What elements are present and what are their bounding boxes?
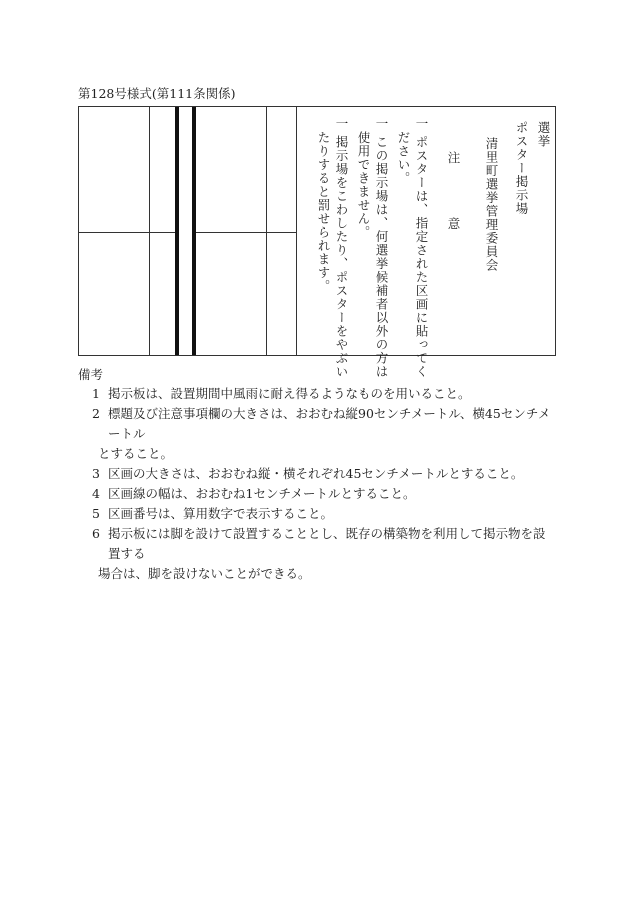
form-number: 第128号様式(第111条関係) <box>78 86 236 101</box>
notice-item-3-cont: たりすると罰せられます。 <box>316 131 331 293</box>
divider-line <box>79 232 175 233</box>
remark-text: 標題及び注意事項欄の大きさは、おおむね縦90センチメートル、横45センチメートル <box>108 406 551 441</box>
remark-number: 6 <box>92 526 100 541</box>
remark-item <box>86 524 556 584</box>
notice-area <box>297 107 557 379</box>
remark-text: 区画番号は、算用数字で表示すること。 <box>108 506 334 521</box>
remark-text: 区画線の幅は、おおむね1センチメートルとすること。 <box>108 486 416 501</box>
remark-item <box>86 384 556 404</box>
notice-item-1-cont: ださい。 <box>396 131 411 185</box>
remarks-title: 備考 <box>78 367 104 382</box>
remark-text: 区画の大きさは、おおむね縦・横それぞれ45センチメートルとすること。 <box>108 466 524 481</box>
notice-item-3: 一 掲示場をこわしたり、ポスターをやぶい <box>334 117 349 379</box>
remark-number: 3 <box>92 466 100 481</box>
remark-item <box>86 464 556 484</box>
divider-line <box>149 107 150 355</box>
notice-heading-2: 意 <box>446 217 461 231</box>
notice-item-2: 一 この掲示場は、何選挙候補者以外の方は <box>374 117 389 379</box>
thick-divider <box>175 107 179 355</box>
notice-title: ポスター掲示場 <box>514 121 529 216</box>
notice-item-1: 一 ポスターは、指定された区画に貼ってく <box>414 117 429 379</box>
notice-item-2-cont: 使用できません。 <box>356 131 371 239</box>
remark-item <box>86 504 556 524</box>
divider-line <box>196 232 296 233</box>
remarks-list <box>86 384 556 584</box>
notice-heading-1: 注 <box>446 151 461 165</box>
remark-item <box>86 484 556 504</box>
remark-text: 掲示板には脚を設けて設置することとし、既存の構築物を利用して掲示物を設置する <box>108 526 546 561</box>
remark-item <box>86 404 556 464</box>
issuer-name: 清里町選挙管理委員会 <box>484 137 499 272</box>
remark-number: 1 <box>92 386 100 401</box>
thick-divider <box>192 107 196 355</box>
remark-text: 掲示板は、設置期間中風雨に耐え得るようなものを用いること。 <box>108 386 471 401</box>
election-label: 選挙 <box>536 121 551 148</box>
remark-number: 4 <box>92 486 100 501</box>
remark-number: 5 <box>92 506 100 521</box>
remark-text-cont: 場合は、脚を設けないことができる。 <box>98 566 311 581</box>
divider-line <box>266 107 267 355</box>
remark-number: 2 <box>92 406 100 421</box>
remark-text-cont: とすること。 <box>98 446 174 461</box>
